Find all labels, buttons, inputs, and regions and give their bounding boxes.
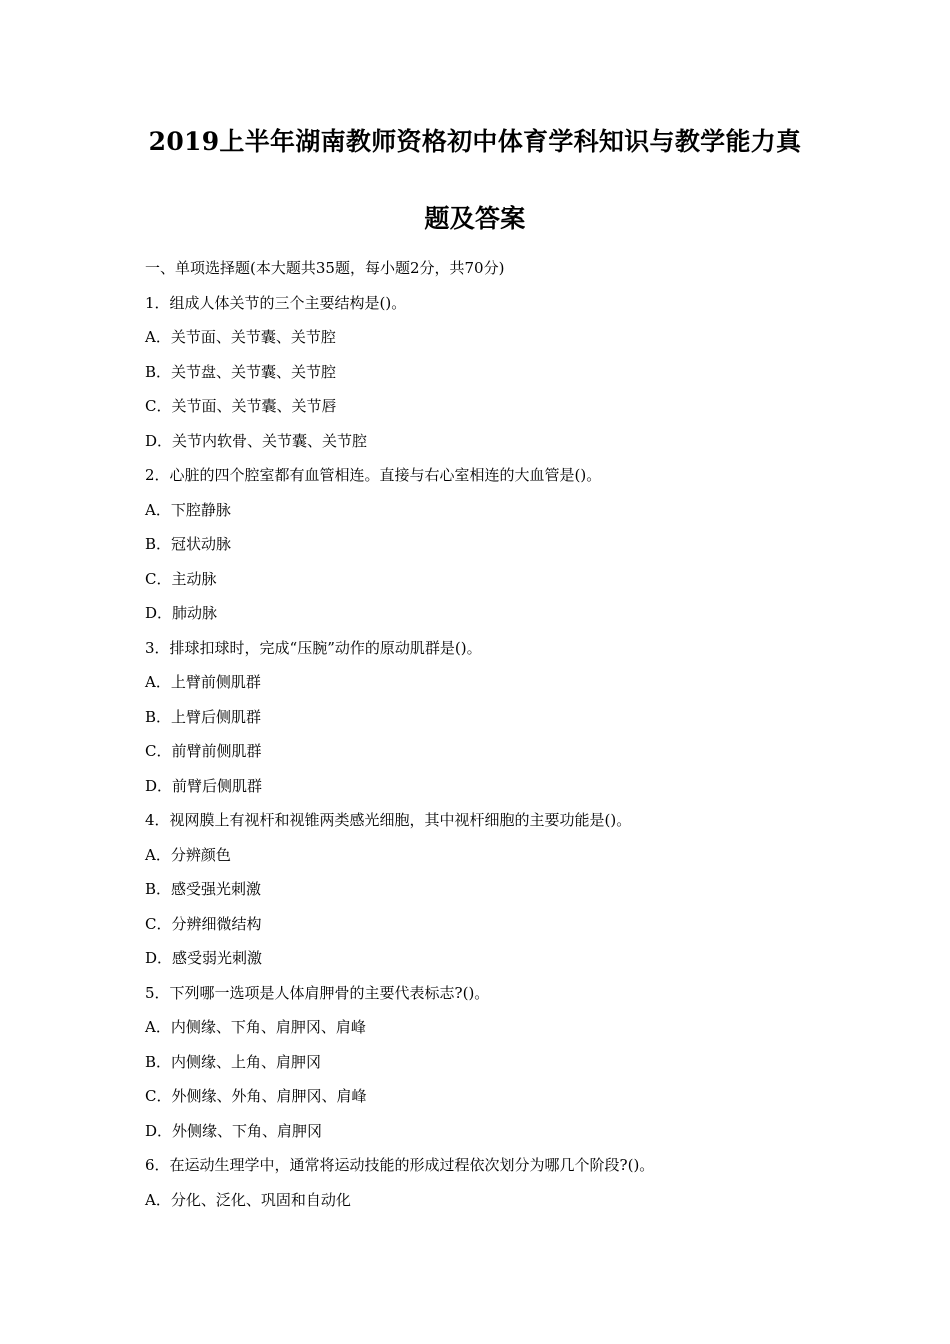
question-2-option-a: A．下腔静脉 <box>145 500 231 519</box>
question-3: 3．排球扣球时，完成“压腕”动作的原动肌群是()。 <box>145 638 482 657</box>
question-3-option-c: C．前臂前侧肌群 <box>145 742 262 760</box>
question-6: 6．在运动生理学中，通常将运动技能的形成过程依次划分为哪几个阶段?()。 <box>145 1156 655 1174</box>
question-3-option-d: D．前臂后侧肌群 <box>145 776 263 795</box>
question-4-option-a: A．分辨颜色 <box>145 845 231 864</box>
question-5-option-a: A．内侧缘、下角、肩胛冈、肩峰 <box>145 1018 366 1036</box>
question-1-option-a: A．关节面、关节囊、关节腔 <box>145 328 336 346</box>
question-4-option-b: B．感受强光刺激 <box>145 880 262 898</box>
document-body <box>145 258 845 1224</box>
question-6-option-a: A．分化、泛化、巩固和自动化 <box>145 1190 351 1209</box>
question-1: 1．组成人体关节的三个主要结构是()。 <box>145 293 407 312</box>
question-5-option-b: B．内侧缘、上角、肩胛冈 <box>145 1052 322 1071</box>
question-2-option-c: C．主动脉 <box>145 569 217 588</box>
question-3-option-b: B．上臂后侧肌群 <box>145 707 262 726</box>
question-5: 5．下列哪一选项是人体肩胛骨的主要代表标志?()。 <box>145 983 490 1002</box>
question-1-option-c: C．关节面、关节囊、关节唇 <box>145 397 337 415</box>
question-2-option-b: B．冠状动脉 <box>145 535 232 553</box>
question-4: 4．视网膜上有视杆和视锥两类感光细胞，其中视杆细胞的主要功能是()。 <box>145 811 632 829</box>
question-3-option-a: A．上臂前侧肌群 <box>145 673 261 691</box>
question-1-option-d: D．关节内软骨、关节囊、关节腔 <box>145 431 368 450</box>
question-4-option-c: C．分辨细微结构 <box>145 914 262 933</box>
document-title-line-1: 2019上半年湖南教师资格初中体育学科知识与教学能力真 <box>148 127 802 156</box>
question-5-option-c: C．外侧缘、外角、肩胛冈、肩峰 <box>145 1087 367 1105</box>
document-title-line-2: 题及答案 <box>424 204 526 233</box>
question-4-option-d: D．感受弱光刺激 <box>145 949 263 967</box>
question-2: 2．心脏的四个腔室都有血管相连。直接与右心室相连的大血管是()。 <box>145 466 602 484</box>
question-5-option-d: D．外侧缘、下角、肩胛冈 <box>145 1121 323 1140</box>
question-2-option-d: D．肺动脉 <box>145 604 218 622</box>
question-1-option-b: B．关节盘、关节囊、关节腔 <box>145 362 337 381</box>
section-header: 一、单项选择题(本大题共35题，每小题2分，共70分) <box>145 259 505 277</box>
